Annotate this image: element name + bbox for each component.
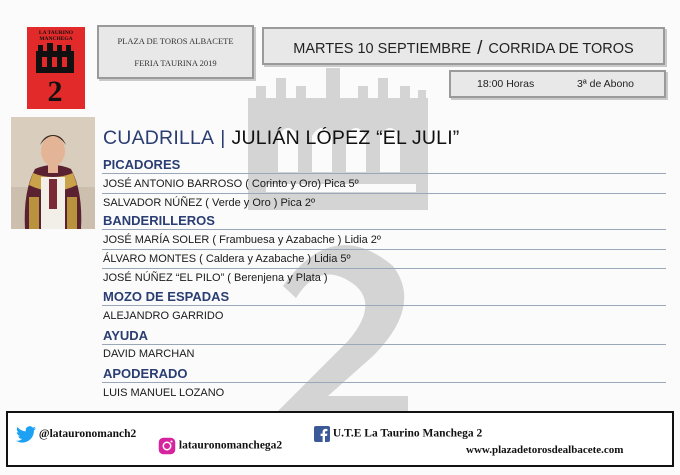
- torero-photo: [11, 117, 95, 229]
- banderillero-3: JOSÉ NÚÑEZ “EL PILO” ( Berenjena y Plata ): [103, 272, 328, 284]
- instagram-handle: latauronomanchega2: [178, 439, 283, 452]
- twitter-handle: @latauronomanch2: [38, 428, 137, 441]
- banderillero-1: JOSÉ MARÍA SOLER ( Frambuesa y Azabache ) Lidia 2º: [103, 234, 381, 246]
- facebook-name: U.T.E La Taurino Manchega 2: [332, 427, 483, 440]
- logo: [27, 27, 85, 109]
- facebook-link[interactable]: [314, 426, 482, 442]
- time-box: [449, 70, 666, 98]
- date-separator: /: [477, 38, 483, 59]
- section-picadores: PICADORES: [103, 157, 181, 172]
- event-date: MARTES 10 SEPTIEMBRE: [293, 41, 472, 57]
- plaza-name: PLAZA DE TOROS ALBACETE: [117, 36, 234, 46]
- divider: [102, 193, 666, 194]
- section-mozo-de-espadas: MOZO DE ESPADAS: [103, 289, 230, 304]
- social-footer: [6, 411, 674, 467]
- facebook-icon: [314, 426, 330, 442]
- ayuda-name: DAVID MARCHAN: [103, 348, 195, 360]
- instagram-icon: [158, 437, 176, 455]
- plaza-box: [97, 25, 254, 79]
- date-box: [262, 27, 665, 65]
- cuadrilla-title: [103, 127, 460, 150]
- title-prefix: CUADRILLA: [103, 127, 215, 149]
- section-ayuda: AYUDA: [103, 328, 149, 343]
- section-banderilleros: BANDERILLEROS: [103, 213, 215, 228]
- event-time: 18:00 Horas: [477, 78, 535, 90]
- divider: [102, 305, 666, 306]
- feria-name: FERIA TAURINA 2019: [134, 58, 217, 68]
- divider: [102, 249, 666, 250]
- section-apoderado: APODERADO: [103, 366, 188, 381]
- apoderado-name: LUIS MANUEL LOZANO: [103, 387, 225, 399]
- twitter-icon: [16, 426, 36, 443]
- instagram-link[interactable]: [158, 437, 282, 455]
- divider: [102, 382, 666, 383]
- title-pipe: |: [220, 127, 226, 149]
- picador-1: JOSÉ ANTONIO BARROSO ( Corinto y Oro) Pica 5º: [103, 178, 359, 190]
- logo-number: 2: [47, 75, 63, 105]
- event-type: CORRIDA DE TOROS: [488, 41, 634, 57]
- logo-line2: MANCHEGA: [39, 36, 73, 42]
- logo-line1: LA TAURINO: [38, 30, 74, 36]
- banderillero-2: ÁLVARO MONTES ( Caldera y Azabache ) Lidia 5º: [103, 253, 351, 265]
- website-link[interactable]: www.plazadetorosdealbacete.com: [466, 444, 624, 456]
- twitter-link[interactable]: [16, 426, 136, 443]
- picador-2: SALVADOR NÚÑEZ ( Verde y Oro ) Pica 2º: [103, 197, 316, 209]
- divider: [102, 268, 666, 269]
- divider: [102, 173, 666, 174]
- mozo-de-espadas: ALEJANDRO GARRIDO: [103, 310, 224, 322]
- logo-castle-icon: [36, 43, 76, 105]
- divider: [102, 344, 666, 345]
- divider: [102, 229, 666, 230]
- torero-name: JULIÁN LÓPEZ “EL JULI”: [231, 127, 460, 149]
- abono-number: 3ª de Abono: [577, 78, 635, 90]
